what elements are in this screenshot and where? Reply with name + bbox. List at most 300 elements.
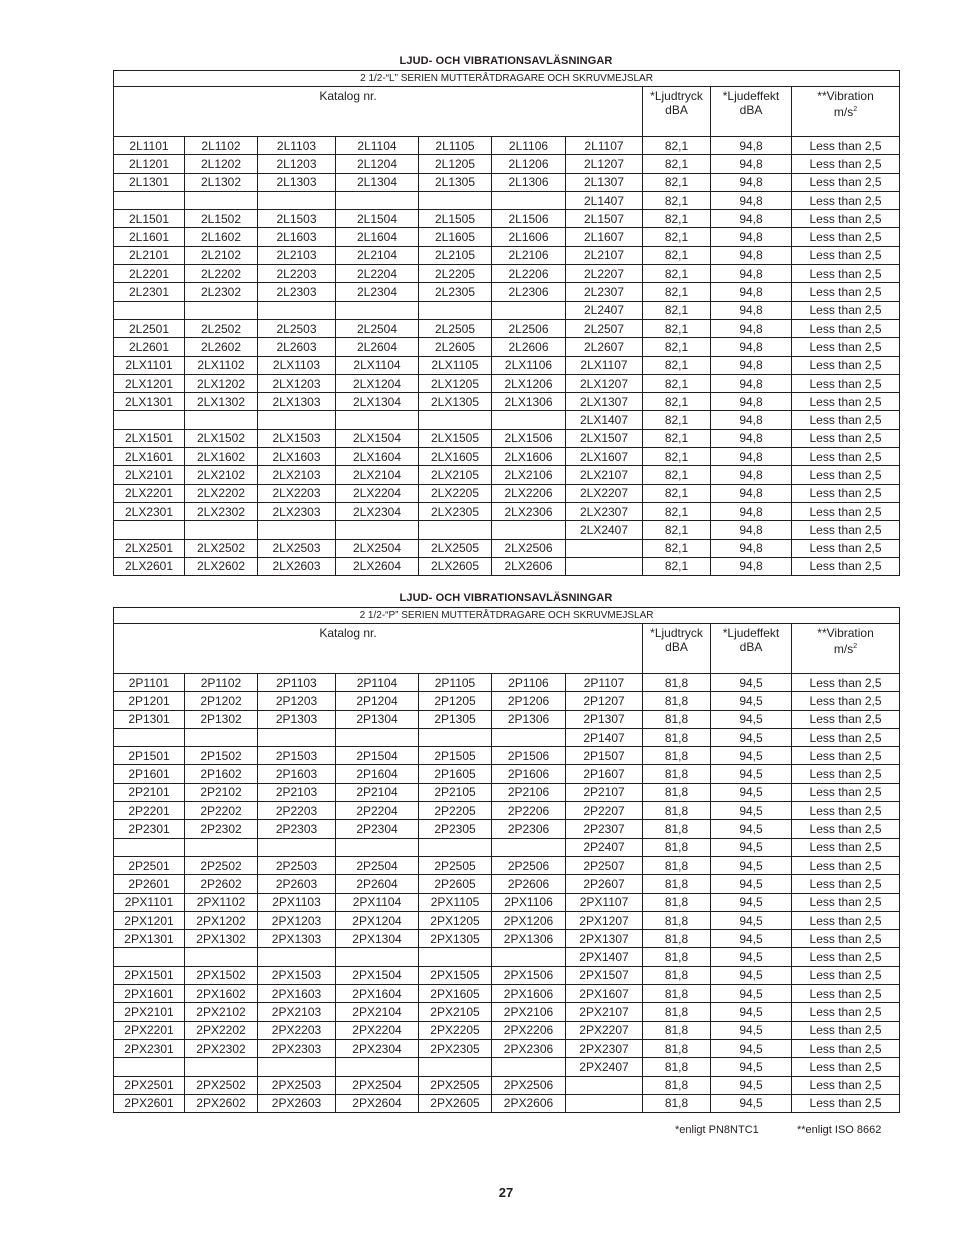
table-cell: 2LX2504 — [336, 539, 419, 557]
table-cell: 2LX1202 — [185, 374, 258, 392]
table-cell: 2P2606 — [492, 875, 566, 893]
table-cell — [258, 521, 336, 539]
table-cell: 2P1601 — [114, 765, 185, 783]
table-cell: 2PX1606 — [492, 985, 566, 1003]
table-row — [114, 155, 900, 173]
header-catalog: Katalog nr. — [114, 87, 643, 137]
table-row — [114, 966, 900, 984]
table-row — [114, 173, 900, 191]
table-cell: 2PX2105 — [419, 1003, 492, 1021]
table-cell: 2PX2602 — [185, 1094, 258, 1112]
table-row — [114, 856, 900, 874]
table-cell: 94,5 — [711, 1094, 792, 1112]
table-cell: Less than 2,5 — [792, 1003, 900, 1021]
table-cell: 94,5 — [711, 1076, 792, 1094]
table-cell: 2PX2407 — [566, 1058, 643, 1076]
table-cell: 2PX2303 — [258, 1039, 336, 1057]
table-cell: 82,1 — [643, 374, 711, 392]
table-cell: 81,8 — [643, 692, 711, 710]
table-cell — [258, 838, 336, 856]
table-cell: 2PX2204 — [336, 1021, 419, 1039]
table-cell: 2LX1204 — [336, 374, 419, 392]
table-cell: 81,8 — [643, 1021, 711, 1039]
table-cell: 81,8 — [643, 820, 711, 838]
table-cell: 2P2602 — [185, 875, 258, 893]
table-cell: Less than 2,5 — [792, 301, 900, 319]
table-cell: 81,8 — [643, 948, 711, 966]
table-cell: 94,5 — [711, 1039, 792, 1057]
table-cell: 2L1601 — [114, 228, 185, 246]
table-cell: 2LX2503 — [258, 539, 336, 557]
table-cell: 2LX1507 — [566, 429, 643, 447]
table-cell — [258, 301, 336, 319]
table-cell: 94,8 — [711, 283, 792, 301]
table-cell: 94,5 — [711, 911, 792, 929]
table-cell: 2L1204 — [336, 155, 419, 173]
table-cell: 2P1201 — [114, 692, 185, 710]
table-cell: 81,8 — [643, 783, 711, 801]
table-cell: 2P2301 — [114, 820, 185, 838]
table-cell: 2L1602 — [185, 228, 258, 246]
table-cell — [492, 521, 566, 539]
table-cell: Less than 2,5 — [792, 820, 900, 838]
table-cell: 2LX2303 — [258, 502, 336, 520]
table-cell: Less than 2,5 — [792, 155, 900, 173]
footnote-vibration-standard: **enligt ISO 8662 — [797, 1124, 882, 1136]
table-cell: 94,5 — [711, 692, 792, 710]
table-cell: 2L2304 — [336, 283, 419, 301]
table-cell: 2LX1504 — [336, 429, 419, 447]
table-cell — [185, 838, 258, 856]
table-cell: 2L2503 — [258, 319, 336, 337]
table-cell: 2P2204 — [336, 802, 419, 820]
table-cell: Less than 2,5 — [792, 1039, 900, 1057]
table-cell — [492, 1058, 566, 1076]
table-cell: Less than 2,5 — [792, 930, 900, 948]
table-cell: 2P1607 — [566, 765, 643, 783]
table-cell: 2P1101 — [114, 674, 185, 692]
table-cell: 81,8 — [643, 747, 711, 765]
table-cell: 2PX1306 — [492, 930, 566, 948]
table-cell: 94,8 — [711, 448, 792, 466]
table-cell: 2LX2601 — [114, 557, 185, 575]
table-cell: 2PX1205 — [419, 911, 492, 929]
table-cell: 2PX2502 — [185, 1076, 258, 1094]
table-row — [114, 521, 900, 539]
table-cell: 94,8 — [711, 539, 792, 557]
table-cell: 2L2101 — [114, 246, 185, 264]
table-cell: 2P1307 — [566, 710, 643, 728]
table-cell — [492, 728, 566, 746]
table-cell: 2L2302 — [185, 283, 258, 301]
table-cell: 2P1102 — [185, 674, 258, 692]
table-row — [114, 820, 900, 838]
table-cell: 2P2307 — [566, 820, 643, 838]
table-cell: 2PX2605 — [419, 1094, 492, 1112]
table-cell: 94,8 — [711, 210, 792, 228]
table-cell: 2PX1107 — [566, 893, 643, 911]
table-cell: Less than 2,5 — [792, 393, 900, 411]
table-cell: 81,8 — [643, 838, 711, 856]
table-cell: 2PX1503 — [258, 966, 336, 984]
table-cell: 2LX1307 — [566, 393, 643, 411]
table-cell: 82,1 — [643, 265, 711, 283]
table-cell: 2P2202 — [185, 802, 258, 820]
table-cell: 2PX1104 — [336, 893, 419, 911]
table-cell: Less than 2,5 — [792, 966, 900, 984]
table-cell: 2L1407 — [566, 191, 643, 209]
table-cell: 2PX2201 — [114, 1021, 185, 1039]
table-cell: 2P2104 — [336, 783, 419, 801]
table-cell: 94,5 — [711, 948, 792, 966]
table-cell: 2LX2107 — [566, 466, 643, 484]
table-cell: 2LX2106 — [492, 466, 566, 484]
table-cell: 2PX2202 — [185, 1021, 258, 1039]
table-cell: 2L1303 — [258, 173, 336, 191]
table-cell: 2L1102 — [185, 137, 258, 155]
table-row — [114, 319, 900, 337]
table-cell: 82,1 — [643, 448, 711, 466]
table-cell: 2LX1505 — [419, 429, 492, 447]
table-cell: 2LX2407 — [566, 521, 643, 539]
table-cell: 2P2504 — [336, 856, 419, 874]
table-cell: 2L1607 — [566, 228, 643, 246]
table-cell: Less than 2,5 — [792, 1021, 900, 1039]
table-cell: 2PX1301 — [114, 930, 185, 948]
table-row — [114, 1094, 900, 1112]
table-cell: 94,8 — [711, 356, 792, 374]
table-row — [114, 283, 900, 301]
table-cell: 2L1103 — [258, 137, 336, 155]
table-row — [114, 1076, 900, 1094]
table-cell: 2PX2104 — [336, 1003, 419, 1021]
table-cell: Less than 2,5 — [792, 911, 900, 929]
table-cell — [114, 838, 185, 856]
table-cell: 2P2106 — [492, 783, 566, 801]
table-cell: 2PX1506 — [492, 966, 566, 984]
table-cell: 94,8 — [711, 246, 792, 264]
table-cell: 94,5 — [711, 747, 792, 765]
table-cell: 81,8 — [643, 802, 711, 820]
table-cell — [336, 838, 419, 856]
table-cell: 2P2302 — [185, 820, 258, 838]
table-cell: 2PX1605 — [419, 985, 492, 1003]
table-cell: 82,1 — [643, 246, 711, 264]
table-cell: 2P2306 — [492, 820, 566, 838]
table-cell — [419, 301, 492, 319]
table-cell — [258, 411, 336, 429]
table-cell: 2P1105 — [419, 674, 492, 692]
table-cell: 2LX2301 — [114, 502, 185, 520]
table-cell: 2P1306 — [492, 710, 566, 728]
table-cell — [336, 301, 419, 319]
table-cell: 94,8 — [711, 265, 792, 283]
table-cell: 94,5 — [711, 1058, 792, 1076]
table-cell — [185, 301, 258, 319]
table-cell: 2PX1304 — [336, 930, 419, 948]
table-cell: 94,8 — [711, 429, 792, 447]
table-cell: 2LX1107 — [566, 356, 643, 374]
table-cell: 2LX2606 — [492, 557, 566, 575]
table-cell: 82,1 — [643, 319, 711, 337]
table-cell: 82,1 — [643, 173, 711, 191]
table-cell: 2LX2101 — [114, 466, 185, 484]
table-cell — [492, 838, 566, 856]
table-row — [114, 191, 900, 209]
table-cell: 2L1106 — [492, 137, 566, 155]
table-cell: 94,5 — [711, 893, 792, 911]
table-cell — [114, 191, 185, 209]
table-cell: 2L2607 — [566, 338, 643, 356]
table-cell: 81,8 — [643, 856, 711, 874]
table-cell: 2PX1607 — [566, 985, 643, 1003]
table-cell: 2P2507 — [566, 856, 643, 874]
table-cell: 2LX2206 — [492, 484, 566, 502]
table-cell: 2L2202 — [185, 265, 258, 283]
table-cell: 2P1202 — [185, 692, 258, 710]
table-cell: 2LX2307 — [566, 502, 643, 520]
table-cell: 2L2605 — [419, 338, 492, 356]
table-cell: 2LX2105 — [419, 466, 492, 484]
table-cell: 82,1 — [643, 557, 711, 575]
table-cell: 2LX1301 — [114, 393, 185, 411]
table-cell: 2L2303 — [258, 283, 336, 301]
table-cell: Less than 2,5 — [792, 466, 900, 484]
table-cell — [336, 728, 419, 746]
table-row — [114, 875, 900, 893]
table-cell: 2PX1106 — [492, 893, 566, 911]
table-cell: Less than 2,5 — [792, 728, 900, 746]
table-cell: 2PX1302 — [185, 930, 258, 948]
table-cell: 94,5 — [711, 838, 792, 856]
table-cell: 2PX2506 — [492, 1076, 566, 1094]
table-cell: 2L2205 — [419, 265, 492, 283]
table-cell: Less than 2,5 — [792, 246, 900, 264]
table-cell: 81,8 — [643, 710, 711, 728]
table-cell: 2PX1603 — [258, 985, 336, 1003]
table-row — [114, 502, 900, 520]
table-cell — [114, 1058, 185, 1076]
header-sound-power: *Ljudeffekt dBA — [711, 87, 792, 137]
table-row — [114, 448, 900, 466]
table-cell: 2L2501 — [114, 319, 185, 337]
table-cell: 2P2103 — [258, 783, 336, 801]
table-row — [114, 1039, 900, 1057]
table-cell: 2LX1603 — [258, 448, 336, 466]
table-cell: 2P1604 — [336, 765, 419, 783]
table-cell: 2PX1101 — [114, 893, 185, 911]
table-cell: 2L2307 — [566, 283, 643, 301]
table-cell: 94,5 — [711, 856, 792, 874]
table-cell — [419, 191, 492, 209]
table-cell: Less than 2,5 — [792, 765, 900, 783]
table-cell: Less than 2,5 — [792, 448, 900, 466]
table-cell — [419, 411, 492, 429]
table-cell — [336, 948, 419, 966]
table-cell: 2P1303 — [258, 710, 336, 728]
table-row — [114, 557, 900, 575]
table-row — [114, 948, 900, 966]
table-cell: 2PX1604 — [336, 985, 419, 1003]
table-cell: 82,1 — [643, 191, 711, 209]
table-cell: 82,1 — [643, 155, 711, 173]
table-cell — [258, 1058, 336, 1076]
table-cell: 94,8 — [711, 173, 792, 191]
sound-vibration-table-p-series — [113, 607, 900, 1113]
table-cell: 2LX1601 — [114, 448, 185, 466]
table-cell: 2P1501 — [114, 747, 185, 765]
table-cell: Less than 2,5 — [792, 338, 900, 356]
table-cell: 81,8 — [643, 1003, 711, 1021]
table-cell: 2L1201 — [114, 155, 185, 173]
table-cell: 2L2203 — [258, 265, 336, 283]
table-cell: Less than 2,5 — [792, 1076, 900, 1094]
table-cell: 82,1 — [643, 411, 711, 429]
header-sound-pressure: *Ljudtryck dBA — [643, 87, 711, 137]
table-cell: 2P2506 — [492, 856, 566, 874]
table-cell: 2PX2107 — [566, 1003, 643, 1021]
table-cell: Less than 2,5 — [792, 484, 900, 502]
table-cell — [419, 838, 492, 856]
table-cell: 81,8 — [643, 1094, 711, 1112]
table-cell: 82,1 — [643, 338, 711, 356]
table-cell: 2L1606 — [492, 228, 566, 246]
table-cell: Less than 2,5 — [792, 747, 900, 765]
table-cell: 82,1 — [643, 429, 711, 447]
table-cell: Less than 2,5 — [792, 985, 900, 1003]
table-cell: 2L1504 — [336, 210, 419, 228]
table-cell: 2P1302 — [185, 710, 258, 728]
table-title-l-series: LJUD- OCH VIBRATIONSAVLÄSNINGAR — [399, 55, 613, 67]
table-cell: 2L1203 — [258, 155, 336, 173]
table-cell: 2L1301 — [114, 173, 185, 191]
table-cell: 2P2201 — [114, 802, 185, 820]
table-subtitle: 2 1/2-“P” SERIEN MUTTERÅTDRAGARE OCH SKRUVMEJSLAR — [114, 608, 900, 624]
table-row — [114, 429, 900, 447]
table-cell: Less than 2,5 — [792, 838, 900, 856]
table-cell: 2PX2606 — [492, 1094, 566, 1112]
table-cell: 2L2204 — [336, 265, 419, 283]
table-cell: Less than 2,5 — [792, 674, 900, 692]
table-cell — [336, 521, 419, 539]
table-cell — [258, 728, 336, 746]
table-cell — [185, 728, 258, 746]
table-cell: 2L2407 — [566, 301, 643, 319]
table-cell: 81,8 — [643, 728, 711, 746]
table-cell: 2LX1201 — [114, 374, 185, 392]
table-cell: 2LX2506 — [492, 539, 566, 557]
table-cell: Less than 2,5 — [792, 539, 900, 557]
header-vibration: **Vibration $m/s^2$ — [792, 624, 900, 674]
table-row — [114, 747, 900, 765]
table-row — [114, 838, 900, 856]
table-cell: 2LX1205 — [419, 374, 492, 392]
table-cell: 2LX1506 — [492, 429, 566, 447]
table-row — [114, 802, 900, 820]
table-cell: 2P2107 — [566, 783, 643, 801]
table-cell: 2PX2106 — [492, 1003, 566, 1021]
table-cell — [258, 948, 336, 966]
table-row — [114, 930, 900, 948]
table-cell: 2L2107 — [566, 246, 643, 264]
table-cell: 2P1304 — [336, 710, 419, 728]
table-cell: 2PX1206 — [492, 911, 566, 929]
table-cell: 94,5 — [711, 765, 792, 783]
table-cell: 2LX1407 — [566, 411, 643, 429]
table-cell: 94,8 — [711, 557, 792, 575]
table-cell: 2L1502 — [185, 210, 258, 228]
table-cell: 2P1505 — [419, 747, 492, 765]
table-cell — [185, 1058, 258, 1076]
table-cell: 2LX1104 — [336, 356, 419, 374]
table-cell — [492, 301, 566, 319]
table-cell — [566, 557, 643, 575]
table-cell: 2LX2306 — [492, 502, 566, 520]
header-sound-pressure: *Ljudtryck dBA — [643, 624, 711, 674]
table-cell: Less than 2,5 — [792, 265, 900, 283]
table-cell: 94,5 — [711, 783, 792, 801]
table-cell: Less than 2,5 — [792, 521, 900, 539]
table-cell: 2P2601 — [114, 875, 185, 893]
table-cell: 81,8 — [643, 893, 711, 911]
table-cell: 2LX2302 — [185, 502, 258, 520]
table-cell: Less than 2,5 — [792, 875, 900, 893]
header-catalog: Katalog nr. — [114, 624, 643, 674]
table-cell: 94,8 — [711, 502, 792, 520]
table-cell: 2L1104 — [336, 137, 419, 155]
table-cell: 2P1107 — [566, 674, 643, 692]
table-cell: 2L1503 — [258, 210, 336, 228]
table-cell: 2P2502 — [185, 856, 258, 874]
table-cell: 2P2303 — [258, 820, 336, 838]
header-sound-power: *Ljudeffekt dBA — [711, 624, 792, 674]
table-cell: 94,8 — [711, 484, 792, 502]
table-cell: 2P2503 — [258, 856, 336, 874]
table-cell: 2LX2304 — [336, 502, 419, 520]
table-cell: 94,5 — [711, 985, 792, 1003]
table-cell: 2PX1303 — [258, 930, 336, 948]
table-cell: 2P1206 — [492, 692, 566, 710]
table-cell — [336, 1058, 419, 1076]
table-cell: 2L2301 — [114, 283, 185, 301]
table-cell: Less than 2,5 — [792, 374, 900, 392]
table-cell: 2PX2603 — [258, 1094, 336, 1112]
table-cell: 81,8 — [643, 930, 711, 948]
table-cell: 2L1603 — [258, 228, 336, 246]
table-cell: 2PX2504 — [336, 1076, 419, 1094]
table-cell: 94,5 — [711, 1021, 792, 1039]
table-cell: Less than 2,5 — [792, 191, 900, 209]
table-cell: 2P2205 — [419, 802, 492, 820]
table-cell: 2L1605 — [419, 228, 492, 246]
table-cell: Less than 2,5 — [792, 557, 900, 575]
table-cell — [492, 191, 566, 209]
table-cell: 94,8 — [711, 155, 792, 173]
table-cell: 94,8 — [711, 338, 792, 356]
table-cell: 2L1506 — [492, 210, 566, 228]
table-row — [114, 411, 900, 429]
table-cell: 2P2305 — [419, 820, 492, 838]
table-row — [114, 393, 900, 411]
table-cell: Less than 2,5 — [792, 137, 900, 155]
table-cell — [336, 191, 419, 209]
table-cell: 2L1501 — [114, 210, 185, 228]
table-cell: 2L2502 — [185, 319, 258, 337]
table-cell: 81,8 — [643, 674, 711, 692]
table-cell: 2L2306 — [492, 283, 566, 301]
table-cell: 82,1 — [643, 228, 711, 246]
table-cell: 2LX2501 — [114, 539, 185, 557]
